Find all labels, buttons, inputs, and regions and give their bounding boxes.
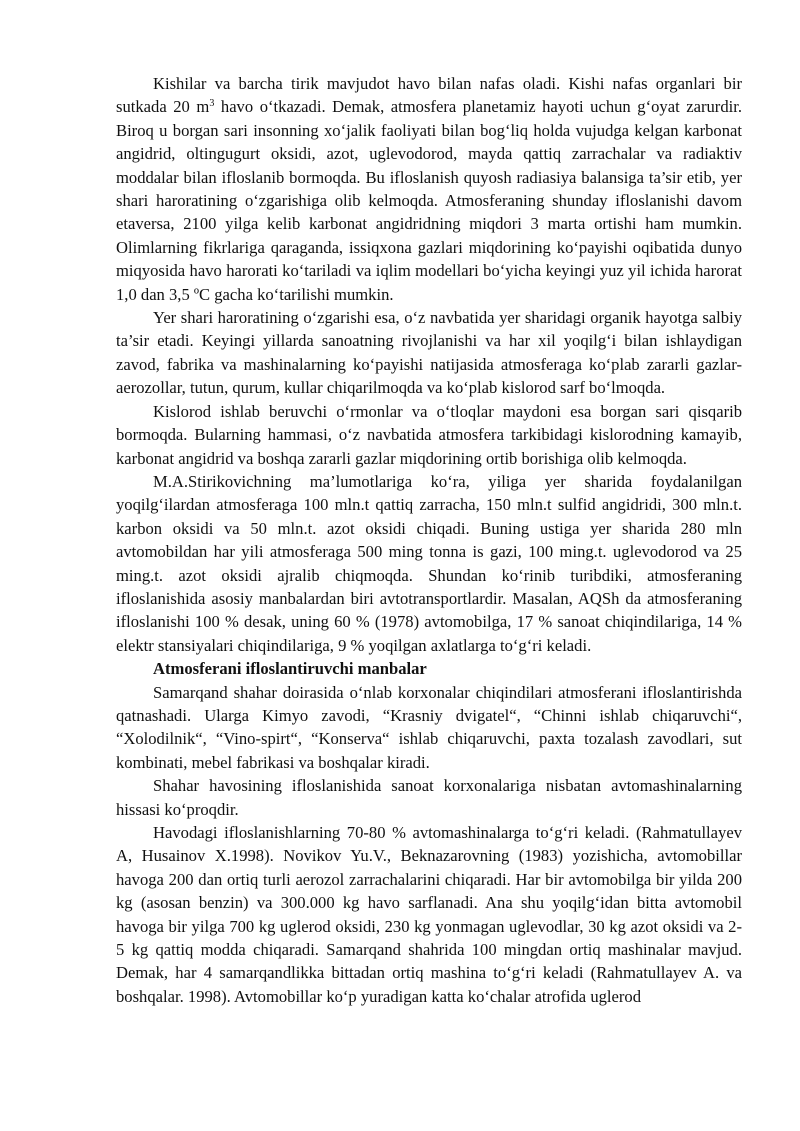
paragraph-4: M.A.Stirikovichning ma’lumotlariga ko‘ra, yiliga yer sharida foydalanilgan yoqilg‘ilardan atmosferaga 100 mln.t qattiq zarracha, 150 mln.t sulfid angidridi, 300 mln.t. karbon oksidi va 50 mln.t. azot oksidi chiqadi. Buning ustiga yer sharida 280 mln avtomobildan har yili atmosferaga 500 ming tonna is gazi, 100 ming.t. uglevodorod va 25 ming.t. azot oksidi ajralib chiqmoqda. Shundan ko‘rinib turibdiki, atmosferaning ifloslanishida asosiy manbalardan biri avtotransportlardir. Masalan, AQSh da atmosferaning ifloslanishi 100 % desak, uning 60 % (1978) avtomobilga, 17 % sanoat chiqindilariga, 14 % elektr stansiyalari chiqindilariga, 9 % yoqilgan axlatlarga to‘g‘ri keladi. xyxy=(116,471,742,655)
paragraph-1-part-a: Kishilar va barcha tirik mavjudot havo bilan nafas oladi. Kishi nafas organlari bir sutkada 20 m xyxy=(116,74,742,117)
paragraph-1 xyxy=(116,72,742,306)
paragraph-1-part-b: havo o‘tkazadi. Demak, atmosfera planetamiz hayoti uchun g‘oyat zarurdir. Biroq u borgan sari insonning xo‘jalik faoliyati bilan bog‘liq holda vujudga kelgan karbonat angidrid, oltingugurt oksidi, azot, uglevodorod, mayda qattiq zarrachalar va radiaktiv moddalar bilan ifloslanib bormoqda. Bu ifloslanish quyosh radiasiya balansiga ta’sir etib, yer shari haroratining o‘zgarishiga olib kelmoqda. Atmosferaning shunday ifloslanishi davom etaversa, 2100 yilga kelib karbonat angidridning miqdori 3 marta ortishi ham mumkin. Olimlarning fikrlariga qaraganda, issiqxona gazlari miqdorining ko‘payishi oqibatida dunyo miqyosida havo harorati ko‘tariladi va iqlim modellari bo‘yicha keyingi yuz yil ichida harorat 1,0 dan 3,5 ºC gacha ko‘tarilishi mumkin. xyxy=(116,97,742,304)
paragraph-3: Kislorod ishlab beruvchi o‘rmonlar va o‘tloqlar maydoni esa borgan sari qisqarib bormoqda. Bularning hammasi, o‘z navbatida atmosfera tarkibidagi kislorodning kamayib, karbonat angidrid va boshqa zararli gazlar miqdorining ortib borishiga olib kelmoqda. xyxy=(116,401,742,468)
paragraph-6: Shahar havosining ifloslanishida sanoat korxonalariga nisbatan avtomashinalarning hissasi ko‘proqdir. xyxy=(116,776,742,819)
paragraph-5: Samarqand shahar doirasida o‘nlab korxonalar chiqindilari atmosferani ifloslantirishda qatnashadi. Ularga Kimyo zavodi, “Krasniy dvigatel“, “Chinni ishlab chiqaruvchi“, “Xolodilnik“, “Vino-spirt“, “Konserva“ ishlab chiqaruvchi, paxta tozalash zavodlari, sut kombinati, mebel fabrikasi va boshqalar kiradi. xyxy=(116,682,742,772)
paragraph-2: Yer shari haroratining o‘zgarishi esa, o‘z navbatida yer sharidagi organik hayotga salbiy ta’sir etadi. Keyingi yillarda sanoatning rivojlanishi va har xil yoqilg‘i bilan ishlaydigan zavod, fabrika va mashinalarning ko‘payishi natijasida atmosferaga ko‘plab zararli gazlar-aerozollar, tutun, qurum, kullar chiqarilmoqda va ko‘plab kislorod sarf bo‘lmoqda. xyxy=(116,308,742,398)
superscript-cubic: 3 xyxy=(209,98,215,110)
section-heading: Atmosferani ifloslantiruvchi manbalar xyxy=(153,659,427,679)
paragraph-7: Havodagi ifloslanishlarning 70-80 % avtomashinalarga to‘g‘ri keladi. (Rahmatullayev A, Husainov X.1998). Novikov Yu.V., Beknazarovning (1983) yozishicha, avtomobillar havoga 200 dan ortiq turli aerozol zarrachalarini chiqaradi. Har bir avtomobilga bir yilda 200 kg (asosan benzin) va 300.000 kg havo sarflanadi. Ana shu yoqilg‘idan bitta avtomobil havoga bir yilga 700 kg uglerod oksidi, 230 kg yonmagan uglevodlar, 30 kg azot oksidi va 2-5 kg qattiq modda chiqaradi. Samarqand shahrida 100 mingdan ortiq mashinalar mavjud. Demak, har 4 samarqandlikka bittadan ortiq mashina to‘g‘ri keladi (Rahmatullayev A. va boshqalar. 1998). Avtomobillar ko‘p yuradigan katta ko‘chalar atrofida uglerod xyxy=(116,823,742,1006)
